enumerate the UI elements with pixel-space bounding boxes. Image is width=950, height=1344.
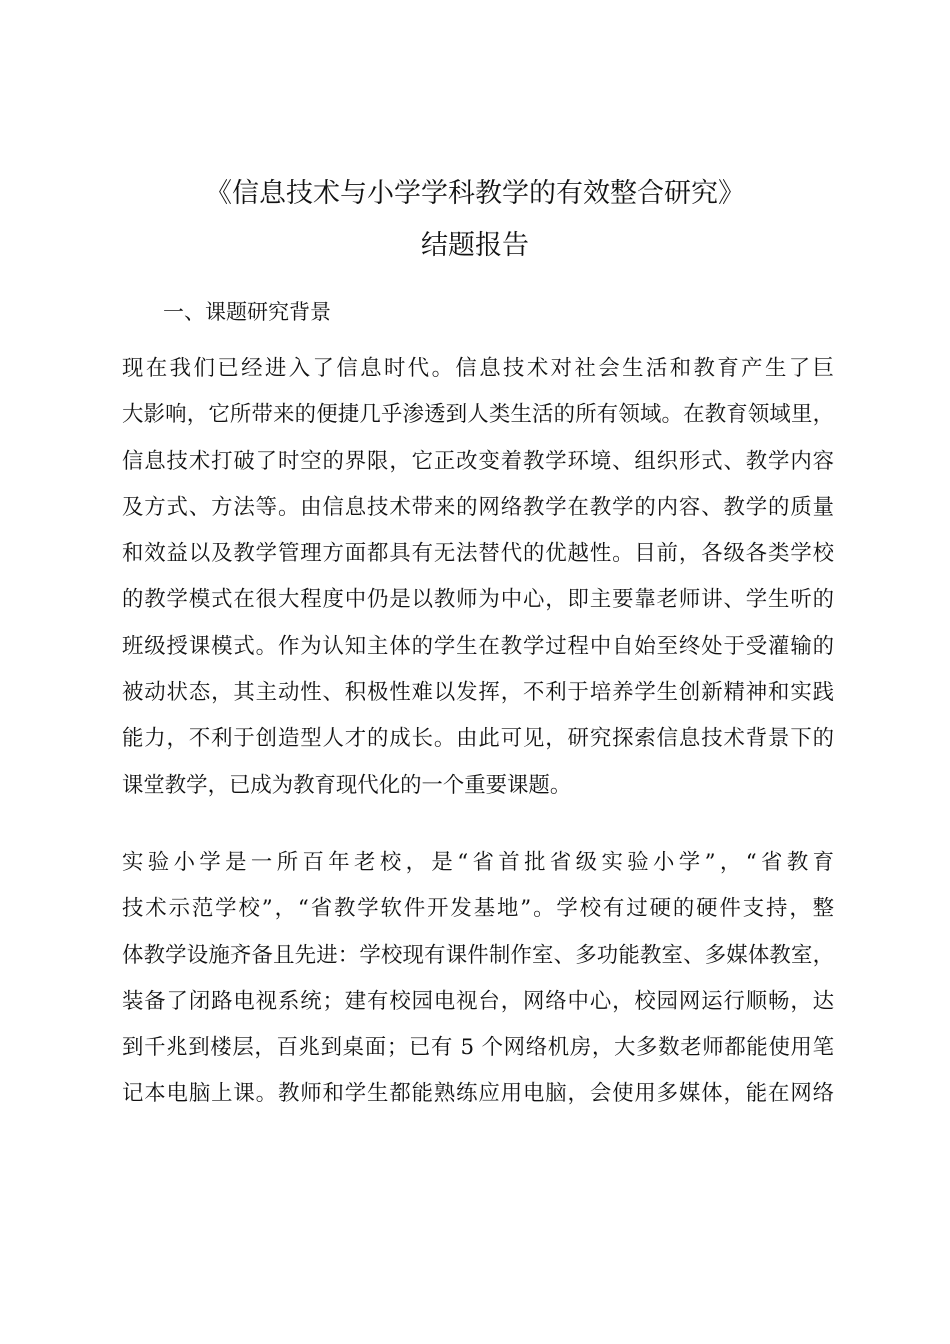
section-heading: 一、课题研究背景 xyxy=(163,300,331,324)
paragraph-line: 课堂教学，已成为教育现代化的一个重要课题。 xyxy=(122,772,572,798)
paragraph-school xyxy=(122,840,834,1118)
document-title xyxy=(0,168,950,272)
title-subtitle: 结题报告 xyxy=(421,230,529,261)
paragraph-line: 技术示范学校”，“省教学软件开发基地”。学校有过硬的硬件支持，整 xyxy=(122,896,834,922)
paragraph-line: 装备了闭路电视系统；建有校园电视台，网络中心，校园网运行顺畅，达 xyxy=(122,988,834,1014)
paragraph-line: 的教学模式在很大程度中仍是以教师为中心，即主要靠老师讲、学生听的 xyxy=(122,587,834,613)
paragraph-line: 现在我们已经进入了信息时代。信息技术对社会生活和教育产生了巨 xyxy=(122,356,834,381)
paragraph-line: 大影响，它所带来的便捷几乎渗透到人类生活的所有领域。在教育领域里， xyxy=(122,402,834,428)
paragraph-line: 实验小学是一所百年老校，是“省首批省级实验小学”，“省教育 xyxy=(122,850,834,875)
paragraph-line: 记本电脑上课。教师和学生都能熟练应用电脑，会使用多媒体，能在网络 xyxy=(122,1081,834,1107)
paragraph-line: 体教学设施齐备且先进：学校现有课件制作室、多功能教室、多媒体教室， xyxy=(122,942,834,968)
paragraph-line: 能力，不利于创造型人才的成长。由此可见，研究探索信息技术背景下的 xyxy=(122,726,834,752)
paragraph-line: 和效益以及教学管理方面都具有无法替代的优越性。目前，各级各类学校 xyxy=(122,541,834,567)
paragraph-line: 被动状态，其主动性、积极性难以发挥，不利于培养学生创新精神和实践 xyxy=(122,680,834,706)
paragraph-line: 班级授课模式。作为认知主体的学生在教学过程中自始至终处于受灌输的 xyxy=(122,633,834,659)
paragraph-background xyxy=(122,346,834,809)
paragraph-line: 及方式、方法等。由信息技术带来的网络教学在教学的内容、教学的质量 xyxy=(122,494,834,520)
title-main: 《信息技术与小学学科教学的有效整合研究》 xyxy=(205,178,745,209)
paragraph-line: 到千兆到楼层，百兆到桌面；已有 5 个网络机房，大多数老师都能使用笔 xyxy=(122,1035,834,1061)
paragraph-line: 信息技术打破了时空的界限，它正改变着教学环境、组织形式、教学内容 xyxy=(122,448,834,474)
